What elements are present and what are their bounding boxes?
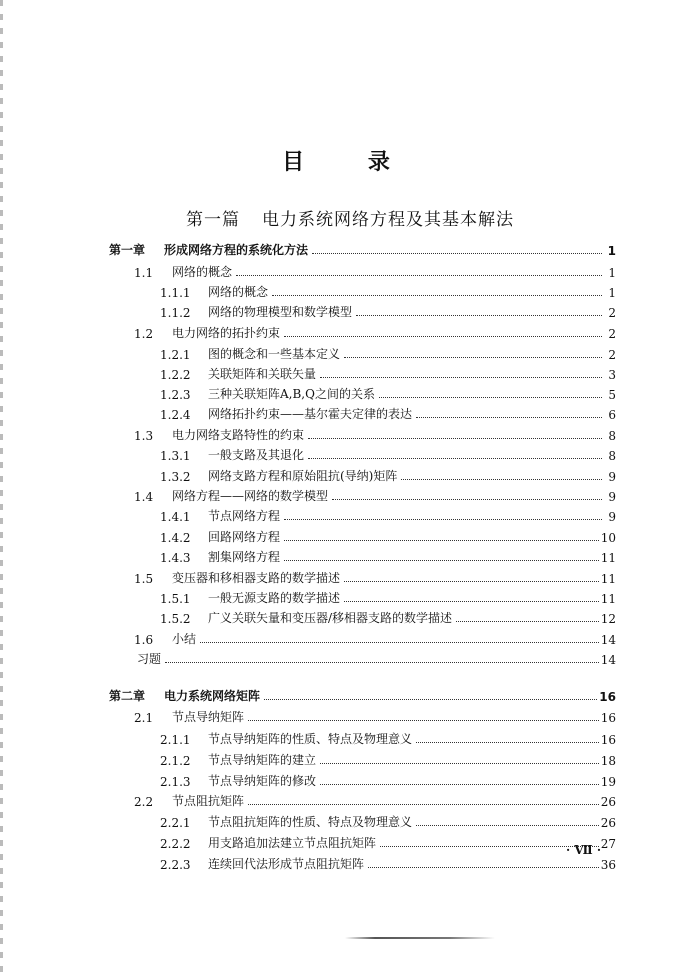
- toc-title: 电力网络的拓扑约束: [172, 326, 281, 340]
- toc-entry: [134, 260, 616, 280]
- toc-number: 2.1.1: [160, 733, 191, 747]
- toc-entry: [160, 545, 616, 565]
- toc-entry: [160, 300, 616, 320]
- part-label: 第一篇: [186, 210, 240, 230]
- toc-title: 网络的物理模型和数学模型: [208, 305, 353, 319]
- toc-number: 1.1.2: [160, 306, 191, 320]
- toc-title: 关联矩阵和关联矢量: [208, 367, 317, 381]
- toc-title: 习题: [137, 652, 162, 666]
- toc-title: 变压器和移相器支路的数学描述: [172, 571, 341, 585]
- dot-leader: [356, 314, 602, 316]
- toc-number: 1.3.1: [160, 449, 191, 463]
- toc-number: 2.2.3: [160, 858, 191, 872]
- toc-entry: [160, 852, 616, 872]
- toc-page: 36: [600, 858, 616, 872]
- dot-leader: [264, 698, 597, 700]
- dot-leader: [416, 416, 602, 418]
- toc-entry: [160, 727, 616, 747]
- toc-entry: [109, 238, 616, 258]
- toc-page: 14: [600, 633, 616, 647]
- dot-leader: [416, 824, 599, 826]
- toc-number: 1.4.1: [160, 510, 191, 524]
- dot-leader: [236, 274, 602, 276]
- toc-number: 2.2: [134, 795, 154, 809]
- toc-entry: [134, 321, 616, 341]
- toc-number: 1.2.4: [160, 408, 191, 422]
- dot-leader: [344, 356, 602, 358]
- toc-page: 8: [608, 429, 616, 443]
- dot-leader: [320, 376, 602, 378]
- toc-number: 1.1: [134, 266, 154, 280]
- toc-page: 3: [608, 368, 616, 382]
- toc-title: 广义关联矢量和变压器/移相器支路的数学描述: [208, 611, 453, 625]
- toc-number: 2.1.2: [160, 754, 191, 768]
- toc-page: 12: [600, 612, 616, 626]
- toc-page: 16: [600, 733, 616, 747]
- toc-number: 1.5: [134, 572, 154, 586]
- toc-title: 网络方程——网络的数学模型: [172, 489, 329, 503]
- dot-leader: [368, 866, 599, 868]
- toc-title: 图的概念和一些基本定义: [208, 347, 341, 361]
- toc-number: 第二章: [109, 689, 146, 703]
- toc-entry: [160, 443, 616, 463]
- toc-title: 割集网络方程: [208, 550, 281, 564]
- toc-page: 16: [600, 711, 616, 725]
- toc-number: 1.1.1: [160, 286, 191, 300]
- toc-entry: [160, 831, 616, 851]
- toc-entry: [134, 627, 616, 647]
- toc-number: 1.2.2: [160, 368, 191, 382]
- toc-number: 1.6: [134, 633, 154, 647]
- toc-page: 14: [600, 653, 616, 667]
- toc-page: 27: [600, 837, 616, 851]
- toc-entry: [160, 464, 616, 484]
- dot-leader: [284, 518, 602, 520]
- dot-leader: [248, 719, 599, 721]
- toc-title: 节点阻抗矩阵: [172, 794, 245, 808]
- toc-page: 11: [600, 592, 616, 606]
- dot-leader: [248, 803, 599, 805]
- toc-page: 19: [600, 775, 616, 789]
- toc-entry: [160, 810, 616, 830]
- dot-leader: [200, 641, 599, 643]
- toc-title: 节点阻抗矩阵的性质、特点及物理意义: [208, 815, 413, 829]
- dot-leader: [312, 252, 602, 254]
- toc-page: 6: [608, 408, 616, 422]
- toc-page: 9: [608, 510, 616, 524]
- part-title: [0, 205, 700, 230]
- toc-title: 小结: [172, 632, 197, 646]
- dot-leader: [401, 478, 602, 480]
- toc-entry: [160, 504, 616, 524]
- toc-title: 节点导纳矩阵的建立: [208, 753, 317, 767]
- toc-entry: [160, 586, 616, 606]
- dot-leader: [379, 396, 602, 398]
- toc-page: 8: [608, 449, 616, 463]
- toc-entry: [134, 789, 616, 809]
- toc-title: 节点网络方程: [208, 509, 281, 523]
- toc-entry: [109, 684, 616, 704]
- toc-title: 节点导纳矩阵: [172, 710, 245, 724]
- toc-page: 1: [608, 266, 616, 280]
- dot-leader: [456, 620, 599, 622]
- toc-page: 26: [600, 816, 616, 830]
- toc-entry: [160, 748, 616, 768]
- toc-number: 1.3: [134, 429, 154, 443]
- dot-leader: [332, 498, 602, 500]
- toc-page: 1: [608, 286, 616, 300]
- toc-title: 三种关联矩阵A,B,Q之间的关系: [208, 387, 375, 401]
- toc-title: 回路网络方程: [208, 530, 281, 544]
- toc-page: 16: [599, 690, 616, 704]
- toc-page: 2: [608, 306, 616, 320]
- dot-leader: [344, 600, 599, 602]
- toc-number: 1.5.1: [160, 592, 191, 606]
- page-title: 目 录: [282, 150, 418, 175]
- toc-number: 1.2.1: [160, 348, 191, 362]
- toc-page: 9: [608, 470, 616, 484]
- toc-number: 2.1.3: [160, 775, 191, 789]
- toc-page: 2: [608, 348, 616, 362]
- dot-leader: [416, 741, 599, 743]
- toc-title: 电力系统网络矩阵: [164, 689, 261, 703]
- toc-title: 一般支路及其退化: [208, 448, 305, 462]
- part-name: 电力系统网络方程及其基本解法: [262, 210, 514, 230]
- toc-title: 节点导纳矩阵的修改: [208, 774, 317, 788]
- toc-page: 26: [600, 795, 616, 809]
- toc-page: 5: [608, 388, 616, 402]
- toc-page: 2: [608, 327, 616, 341]
- toc-page: 9: [608, 490, 616, 504]
- toc-number: 1.4: [134, 490, 154, 504]
- dot-leader: [284, 335, 602, 337]
- toc-page: 18: [600, 754, 616, 768]
- toc-number: 1.4.3: [160, 551, 191, 565]
- dot-leader: [320, 762, 599, 764]
- toc-number: 1.3.2: [160, 470, 191, 484]
- toc-entry: [160, 606, 616, 626]
- toc-entry: [137, 647, 616, 667]
- toc-title: 用支路追加法建立节点阻抗矩阵: [208, 836, 377, 850]
- toc-number: 1.4.2: [160, 531, 191, 545]
- toc-entry: [160, 402, 616, 422]
- dot-leader: [308, 437, 602, 439]
- dot-leader: [308, 457, 602, 459]
- toc-entry: [134, 566, 616, 586]
- toc-number: 第一章: [109, 243, 146, 257]
- dot-leader: [165, 661, 599, 663]
- toc-number: 2.2.1: [160, 816, 191, 830]
- toc-number: 2.2.2: [160, 837, 191, 851]
- dot-leader: [284, 559, 599, 561]
- toc-entry: [160, 342, 616, 362]
- toc-title: 一般无源支路的数学描述: [208, 591, 341, 605]
- toc-title: 网络的概念: [172, 265, 233, 279]
- dot-leader: [344, 580, 599, 582]
- toc-title: 网络拓扑约束——基尔霍夫定律的表达: [208, 407, 413, 421]
- toc-page: 11: [600, 572, 616, 586]
- toc-entry: [160, 362, 616, 382]
- dot-leader: [284, 539, 599, 541]
- toc-entry: [134, 423, 616, 443]
- toc-entry: [160, 525, 616, 545]
- toc-page: 10: [600, 531, 616, 545]
- toc-entry: [160, 769, 616, 789]
- dot-leader: [272, 294, 602, 296]
- toc-entry: [160, 280, 616, 300]
- toc-title: 形成网络方程的系统化方法: [164, 243, 309, 257]
- scan-line-artifact: [345, 937, 495, 939]
- toc-entry: [134, 705, 616, 725]
- toc-title: 节点导纳矩阵的性质、特点及物理意义: [208, 732, 413, 746]
- toc-title: 网络支路方程和原始阻抗(导纳)矩阵: [208, 469, 398, 483]
- page-number: · Ⅶ ·: [566, 843, 602, 857]
- toc-number: 1.2: [134, 327, 154, 341]
- toc-page: 11: [600, 551, 616, 565]
- toc-page: 1: [607, 244, 616, 258]
- toc-number: 1.5.2: [160, 612, 191, 626]
- toc-entry: [134, 484, 616, 504]
- toc-title: 连续回代法形成节点阻抗矩阵: [208, 857, 365, 871]
- toc-number: 1.2.3: [160, 388, 191, 402]
- toc-title: 网络的概念: [208, 285, 269, 299]
- toc-title: 电力网络支路特性的约束: [172, 428, 305, 442]
- toc-entry: [160, 382, 616, 402]
- toc-number: 2.1: [134, 711, 154, 725]
- dot-leader: [320, 783, 599, 785]
